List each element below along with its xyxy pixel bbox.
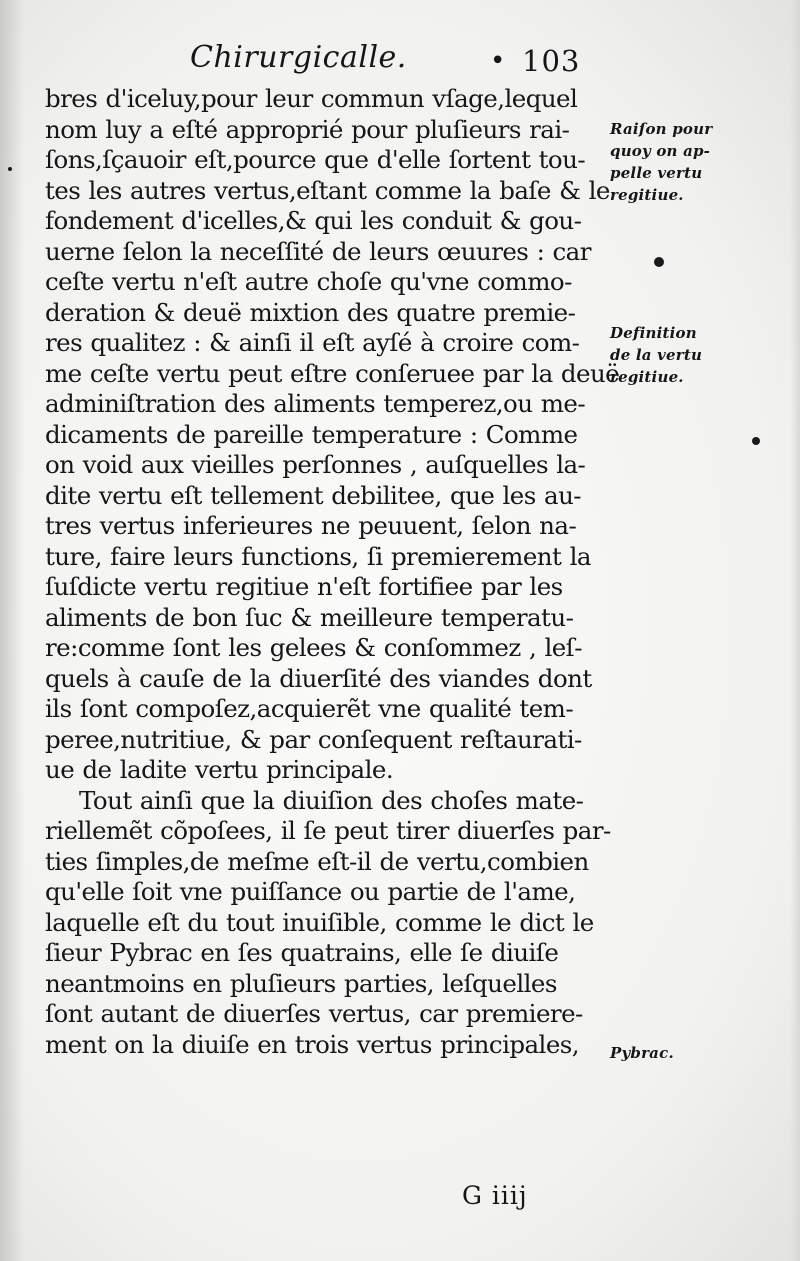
text-line: bres d'iceluy,pour leur commun vſage,lequel: [45, 84, 578, 113]
running-head: [190, 40, 610, 88]
text-line: on void aux vieilles perſonnes , auſquelles la-: [45, 450, 586, 479]
text-line: neantmoins en pluſieurs parties, leſquelles: [45, 968, 557, 998]
text-line: qu'elle ſoit vne puiſſance ou partie de l'ame,: [45, 877, 576, 906]
signature-mark: G iiij: [462, 1181, 528, 1210]
ink-spot: [654, 257, 664, 267]
text-line: re:comme ſont les gelees & conſommez , leſ-: [45, 633, 582, 662]
text-line: laquelle eſt du tout inuiſible, comme le dict le: [45, 907, 594, 937]
text-line: ture, faire leurs functions, ſi premierement la: [45, 541, 591, 571]
text-line: adminiſtration des aliments temperez,ou me-: [45, 389, 586, 418]
text-line: peree,nutritiue, & par conſequent reſtaurati-: [45, 724, 582, 754]
text-line: uerne ſelon la neceſſité de leurs œuures : car: [45, 236, 591, 266]
text-line: quels à cauſe de la diuerſité des viandes dont: [45, 663, 592, 693]
text-line: tes les autres vertus,eſtant comme la baſe & le: [45, 175, 610, 205]
text-line: nom luy a eſté approprié pour pluſieurs rai-: [45, 114, 570, 144]
paragraph-first-line: Tout ainſi que la diuiſion des choſes mate-: [79, 785, 584, 815]
text-line: ue de ladite vertu principale.: [45, 755, 394, 784]
text-line: dicaments de pareille temperature : Comme: [45, 419, 578, 449]
margin-column: [604, 0, 800, 1261]
text-line: ceſte vertu n'eſt autre choſe qu'vne commo-: [45, 267, 572, 296]
text-line: ils ſont compoſez,acquierẽt vne qualité tem-: [45, 694, 574, 723]
page-number: 103: [522, 44, 581, 78]
text-line: aliments de bon ſuc & meilleure temperatu-: [45, 602, 574, 632]
text-line: riellemẽt cõpoſees, il ſe peut tirer diuerſes par-: [45, 816, 611, 845]
text-line: ſieur Pybrac en ſes quatrains, elle ſe diuiſe: [45, 938, 559, 967]
text-line: ſuſdicte vertu regitiue n'eſt fortifiee par les: [45, 572, 563, 601]
text-line: ſont autant de diuerſes vertus, car premiere-: [45, 999, 583, 1028]
text-line: me ceſte vertu peut eſtre conſeruee par la deuë: [45, 358, 620, 388]
text-line: fondement d'icelles,& qui les conduit & gou-: [45, 206, 582, 235]
text-line: ment on la diuiſe en trois vertus principales,: [45, 1029, 580, 1059]
text-line: ties ſimples,de meſme eſt-il de vertu,combien: [45, 846, 589, 876]
body-text: [45, 84, 625, 1060]
margin-note-raison: Raiſon pour quoy on ap- pelle vertu regitiue.: [610, 120, 713, 204]
binding-gutter-shadow: [0, 0, 24, 1261]
text-line: tres vertus inferieures ne peuuent, ſelon na-: [45, 511, 577, 540]
ink-spot: [752, 437, 760, 445]
text-line: ſons,ſçauoir eſt,pource que d'elle ſortent tou-: [45, 145, 586, 174]
margin-note-pybrac: Pybrac.: [610, 1044, 674, 1062]
margin-note-definition: Definition de la vertu regitiue.: [610, 324, 703, 386]
ink-spot: [8, 167, 12, 171]
ink-dot: •: [490, 46, 506, 76]
text-line: deration & deuë mixtion des quatre premie-: [45, 297, 576, 327]
text-line: dite vertu eſt tellement debilitee, que les au-: [45, 480, 582, 510]
running-head-title: Chirurgicalle.: [190, 40, 407, 75]
text-line: res qualitez : & ainſi il eſt ayſé à croire com-: [45, 328, 580, 357]
